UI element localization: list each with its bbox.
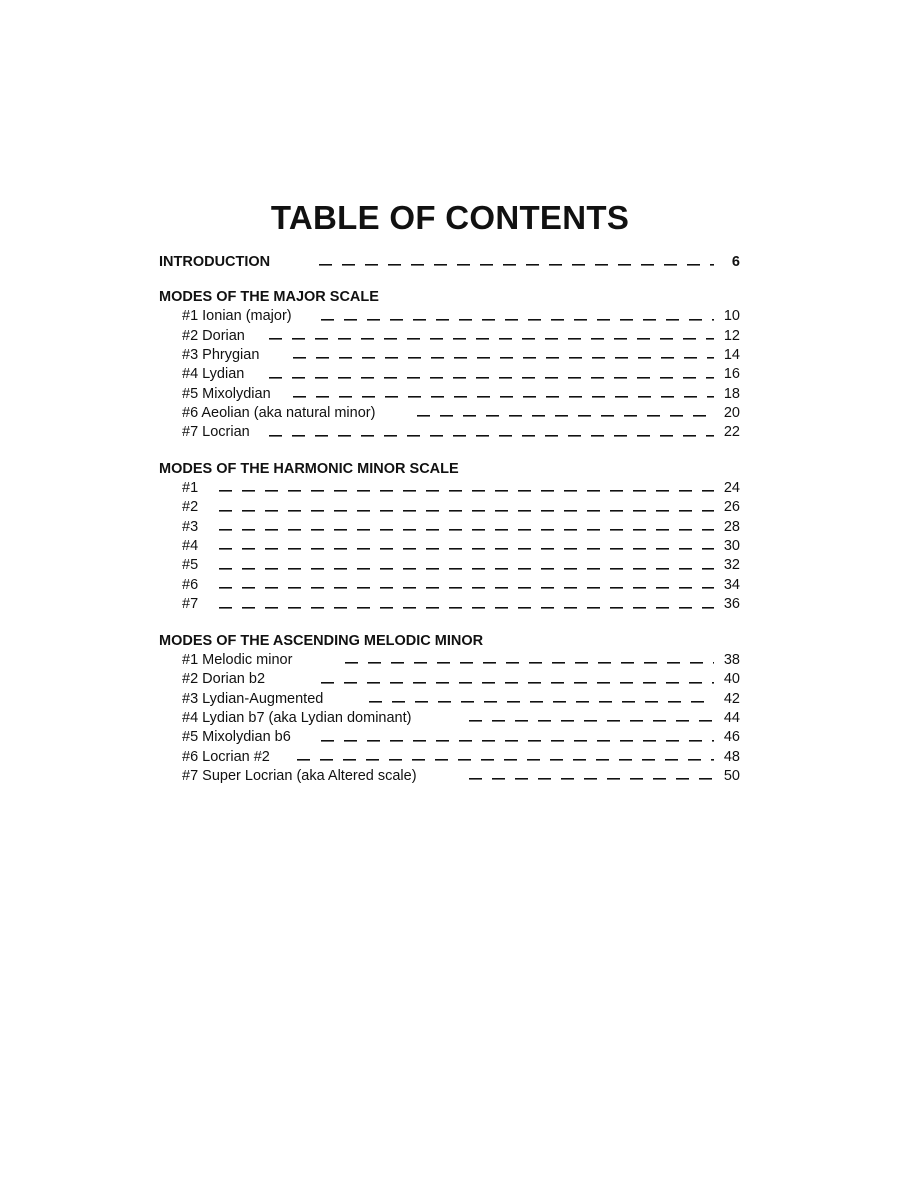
- dot-leader: [469, 709, 714, 728]
- toc-entry: [159, 385, 740, 404]
- table-of-contents: [159, 251, 740, 803]
- page-number: 30: [723, 538, 740, 555]
- page-number: 6: [731, 254, 740, 270]
- dot-leader: [219, 576, 714, 595]
- dot-leader: [319, 251, 714, 273]
- page-number: 32: [723, 557, 740, 574]
- dot-leader: [417, 404, 714, 423]
- page-number: 50: [723, 767, 740, 784]
- dot-leader: [469, 767, 714, 786]
- entry-label: INTRODUCTION: [159, 251, 272, 273]
- page-number: 38: [723, 651, 740, 668]
- page-number: 24: [723, 480, 740, 497]
- dot-leader: [321, 728, 714, 747]
- section-harmonic-minor: [159, 460, 740, 615]
- toc-entry: [159, 690, 740, 709]
- page-number: 10: [723, 308, 740, 325]
- toc-entry: [159, 307, 740, 326]
- toc-entry: [159, 365, 740, 384]
- page-number: 20: [723, 405, 740, 422]
- page-title: TABLE OF CONTENTS: [270, 199, 630, 236]
- dot-leader: [293, 346, 714, 365]
- dot-leader: [345, 651, 714, 670]
- entry-label: #2 Dorian b2: [182, 670, 267, 689]
- section-ascending-melodic-minor: [159, 632, 740, 787]
- toc-entry: [159, 748, 740, 767]
- entry-label: #5 Mixolydian b6: [182, 728, 293, 747]
- dot-leader: [219, 595, 714, 614]
- page-number: 46: [723, 729, 740, 746]
- page-number: 34: [723, 576, 740, 593]
- toc-entry: [159, 518, 740, 537]
- entry-label: #7 Super Locrian (aka Altered scale): [182, 767, 419, 786]
- entry-label: #5 Mixolydian: [182, 385, 273, 404]
- dot-leader: [297, 748, 714, 767]
- page-number: 26: [723, 499, 740, 516]
- dot-leader: [269, 365, 714, 384]
- toc-entry: [159, 670, 740, 689]
- page-number: 14: [723, 347, 740, 364]
- toc-entry: [159, 767, 740, 786]
- entry-label: #2 Dorian: [182, 327, 247, 346]
- section-heading: MODES OF THE ASCENDING MELODIC MINOR: [159, 632, 484, 649]
- toc-entry: [159, 327, 740, 346]
- dot-leader: [321, 307, 714, 326]
- entry-label: #3: [182, 518, 200, 537]
- toc-entry: [159, 498, 740, 517]
- entry-label: #3 Lydian-Augmented: [182, 690, 325, 709]
- entry-label: #7: [182, 595, 200, 614]
- dot-leader: [321, 670, 714, 689]
- page-number: 36: [723, 596, 740, 613]
- dot-leader: [219, 556, 714, 575]
- section-heading: MODES OF THE MAJOR SCALE: [159, 289, 379, 305]
- entry-label: #5: [182, 556, 200, 575]
- toc-entry: [159, 651, 740, 670]
- dot-leader: [219, 537, 714, 556]
- page-number: 40: [723, 671, 740, 688]
- page-number: 28: [723, 518, 740, 535]
- entry-label: #4 Lydian: [182, 365, 246, 384]
- toc-entry: [159, 423, 740, 442]
- dot-leader: [219, 498, 714, 517]
- toc-entry: [159, 595, 740, 614]
- entry-label: #3 Phrygian: [182, 346, 261, 365]
- entry-label: #6: [182, 576, 200, 595]
- toc-entry: [159, 709, 740, 728]
- page-number: 12: [723, 327, 740, 344]
- page-number: 42: [723, 690, 740, 707]
- dot-leader: [269, 327, 714, 346]
- toc-entry: [159, 537, 740, 556]
- entry-label: #4: [182, 537, 200, 556]
- entry-label: #4 Lydian b7 (aka Lydian dominant): [182, 709, 413, 728]
- page-number: 16: [723, 366, 740, 383]
- dot-leader: [293, 385, 714, 404]
- page-number: 22: [723, 424, 740, 441]
- section-heading: MODES OF THE HARMONIC MINOR SCALE: [159, 460, 459, 477]
- toc-entry: [159, 556, 740, 575]
- toc-entry: [159, 576, 740, 595]
- dot-leader: [219, 479, 714, 498]
- toc-entry-introduction: [159, 251, 740, 273]
- entry-label: #7 Locrian: [182, 423, 252, 442]
- dot-leader: [369, 690, 714, 709]
- entry-label: #6 Locrian #2: [182, 748, 272, 767]
- toc-entry: [159, 728, 740, 747]
- page-number: 48: [723, 748, 740, 765]
- entry-label: #2: [182, 498, 200, 517]
- toc-entry: [159, 404, 740, 423]
- toc-entry: [159, 479, 740, 498]
- section-major-scale: [159, 288, 740, 443]
- entry-label: #1 Melodic minor: [182, 651, 294, 670]
- entry-label: #1: [182, 479, 200, 498]
- toc-entry: [159, 346, 740, 365]
- page-number: 18: [723, 385, 740, 402]
- dot-leader: [269, 423, 714, 442]
- dot-leader: [219, 518, 714, 537]
- entry-label: #6 Aeolian (aka natural minor): [182, 404, 377, 423]
- entry-label: #1 Ionian (major): [182, 307, 294, 326]
- page-number: 44: [723, 709, 740, 726]
